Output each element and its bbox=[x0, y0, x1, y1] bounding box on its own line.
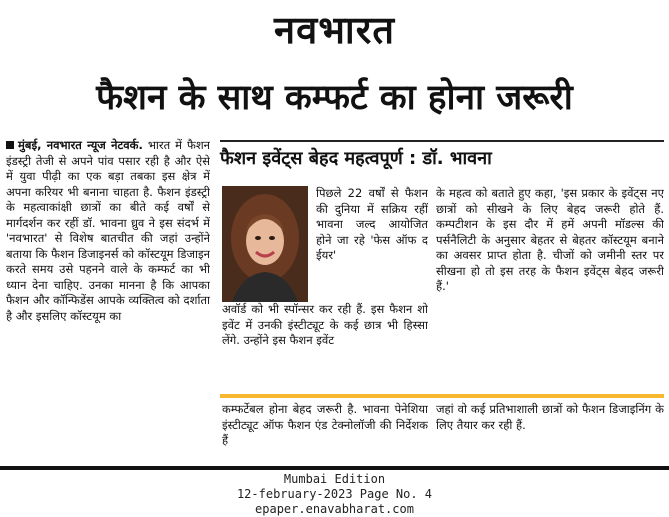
footer-site: epaper.enavabharat.com bbox=[255, 502, 414, 516]
article-left-column bbox=[6, 138, 210, 466]
left-column-text: भारत में फैशन इंडस्ट्री तेजी से अपने पांव पसार रही है और ऐसे में युवा पीढ़ी का एक बड़ा तबका इस क्षेत्र में अपना करियर भी बनाना चाहता है. फैशन इंडस्ट्री के महत्वाकांक्षी छात्रों का बीते कई वर्षों से मार्गदर्शन कर रहीं डॉ. भावना ध्रुव ने इस संदर्भ में 'नवभारत' से विशेष बातचीत की जहां उन्होंने बताया कि फैशन डिजाइनर्स को कॉस्टयूम डिजाइन करते समय उसे पहनने वाले के कम्फर्ट का भी ध्यान देना चाहिए. उनका मानना है कि आपका फैशन और कॉन्फिडेंस आपके व्यक्तित्व को दर्शाता है और इसलिए कॉस्टयूम का bbox=[6, 138, 210, 323]
portrait-icon bbox=[222, 186, 308, 302]
article-bottom-mid: कम्फर्टेबल होना बेहद जरूरी है. भावना पेनेशिया इंस्टीट्यूट ऑफ फैशन एंड टेक्नोलॉजी की निर्देशक हैं bbox=[222, 402, 428, 447]
bullet-icon bbox=[6, 141, 14, 149]
footer-date-page: 12-february-2023 Page No. 4 bbox=[236, 487, 433, 501]
footer-divider bbox=[0, 466, 669, 470]
subheadline: फैशन इवेंट्स बेहद महत्वपूर्ण : डॉ. भावना bbox=[220, 140, 664, 176]
article-mid-wide-text: अवॉर्ड को भी स्पॉन्सर कर रही हैं. इस फैशन शो इवेंट में उनकी इंस्टीट्यूट के कई छात्र भी हिस्सा लेंगे. उन्होंने इस फैशन इवेंट bbox=[222, 302, 428, 347]
footer bbox=[0, 472, 669, 517]
article-right-column: के महत्व को बताते हुए कहा, 'इस प्रकार के इवेंट्स नए छात्रों को सीखने के लिए बेहद जरूरी होते हैं. कम्पटीशन के इस दौर में हमें अपनी मॉडल्स की पर्सनैलिटी के अनुसार बेहतर से बेहतर कॉस्टयूम बनाने का अवसर प्राप्त होता है. चीजों को जमीनी स्तर पर सीखना हो तो इस तरह के फैशन इवेंट्स बेहद जरूरी हैं.' bbox=[436, 186, 664, 293]
footer-edition: Mumbai Edition bbox=[283, 472, 386, 486]
section-divider bbox=[220, 394, 664, 398]
article-bottom-right: जहां वो कई प्रतिभाशाली छात्रों को फैशन डिजाइनिंग के लिए तैयार कर रही हैं. bbox=[436, 402, 664, 432]
portrait-photo bbox=[222, 186, 308, 302]
dateline: मुंबई, नवभारत न्यूज नेटवर्क. bbox=[18, 138, 143, 152]
masthead: नवभारत bbox=[274, 8, 395, 52]
article-mid-column: पिछले 22 वर्षों से फैशन की दुनिया में सक्रिय रहीं भावना जल्द आयोजित होने जा रहे 'फेस ऑफ द ईयर' bbox=[316, 186, 428, 262]
headline: फैशन के साथ कम्फर्ट का होना जरूरी bbox=[96, 77, 573, 118]
